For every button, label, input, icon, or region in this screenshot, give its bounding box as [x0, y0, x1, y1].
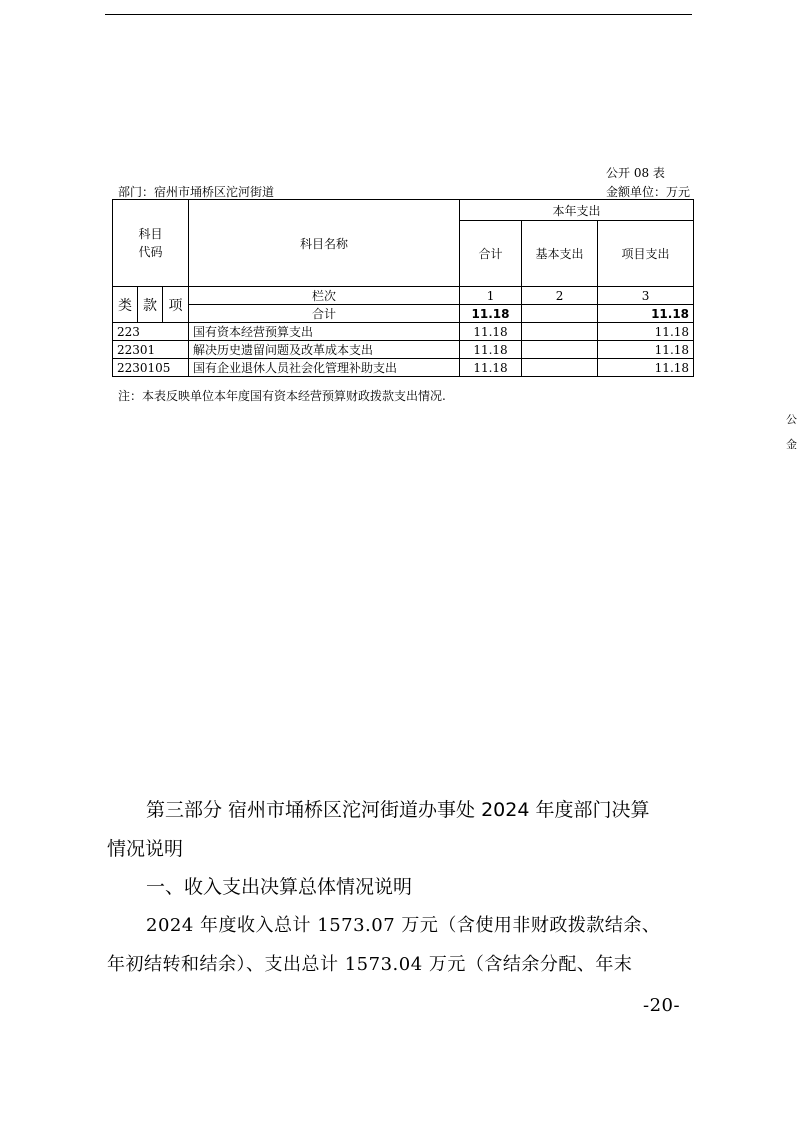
side-fragment-2: 金 [786, 438, 797, 451]
col-kuan: 款 [138, 287, 163, 323]
table-header-row [113, 200, 694, 221]
table-row [113, 323, 694, 341]
paragraph-line2: 年初结转和结余）、支出总计 1573.04 万元（含结余分配、年末 [107, 954, 633, 975]
paragraph-line1: 2024 年度收入总计 1573.07 万元（含使用非财政拨款结余、 [146, 915, 661, 936]
sum-total: 11.18 [460, 305, 522, 323]
table-row [113, 359, 694, 377]
row-project: 11.18 [598, 359, 694, 377]
column-index-1: 1 [460, 287, 522, 305]
col-lei: 类 [113, 287, 138, 323]
code-header-line1: 科目 [138, 227, 163, 241]
row-project: 11.18 [598, 341, 694, 359]
row-basic [522, 341, 598, 359]
section-title-line1: 第三部分 宿州市埇桥区沱河街道办事处 2024 年度部门决算 [146, 799, 650, 821]
department-label: 部门：宿州市埇桥区沱河街道 [118, 185, 275, 199]
row-code: 2230105 [113, 359, 189, 377]
current-year-header: 本年支出 [460, 200, 694, 221]
amount-unit: 金额单位：万元 [606, 185, 691, 199]
sum-label: 合计 [189, 305, 460, 323]
basic-header: 基本支出 [522, 221, 598, 287]
section-title-line2: 情况说明 [107, 838, 184, 860]
row-total: 11.18 [460, 359, 522, 377]
col-xiang: 项 [163, 287, 189, 323]
top-rule [105, 14, 692, 15]
page-number: -20- [643, 995, 681, 1016]
row-name: 解决历史遗留问题及改革成本支出 [189, 341, 460, 359]
project-header: 项目支出 [598, 221, 694, 287]
row-project: 11.18 [598, 323, 694, 341]
row-basic [522, 359, 598, 377]
code-header [113, 200, 189, 287]
total-header: 合计 [460, 221, 522, 287]
column-index-row [113, 287, 694, 305]
name-header: 科目名称 [189, 200, 460, 287]
row-code: 22301 [113, 341, 189, 359]
section-subtitle: 一、收入支出决算总体情况说明 [146, 876, 413, 898]
form-number: 公开 08 表 [606, 166, 665, 180]
column-index-2: 2 [522, 287, 598, 305]
sum-project: 11.18 [598, 305, 694, 323]
row-total: 11.18 [460, 341, 522, 359]
sum-basic [522, 305, 598, 323]
budget-table [112, 199, 694, 377]
code-header-line2: 代码 [138, 245, 163, 259]
side-fragment-1: 公 [786, 413, 797, 426]
sum-row [113, 305, 694, 323]
row-name: 国有资本经营预算支出 [189, 323, 460, 341]
row-code: 223 [113, 323, 189, 341]
table-row [113, 341, 694, 359]
table-note: 注：本表反映单位本年度国有资本经营预算财政拨款支出情况. [118, 389, 446, 403]
column-index-label: 栏次 [189, 287, 460, 305]
row-name: 国有企业退休人员社会化管理补助支出 [189, 359, 460, 377]
column-index-3: 3 [598, 287, 694, 305]
row-total: 11.18 [460, 323, 522, 341]
row-basic [522, 323, 598, 341]
